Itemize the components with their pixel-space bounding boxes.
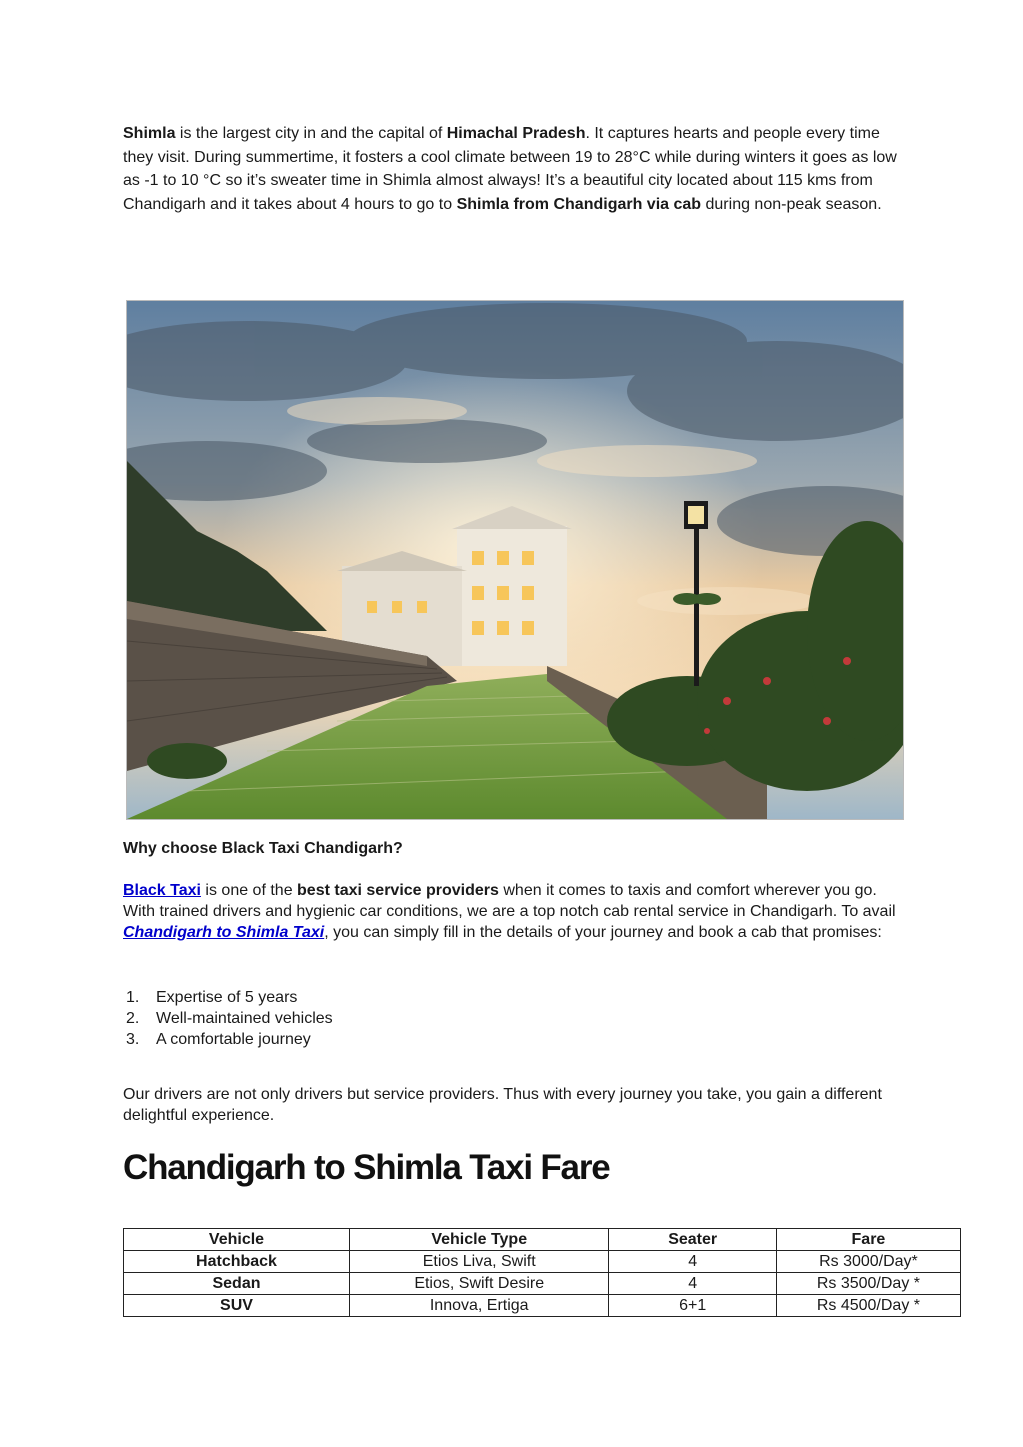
intro-text-1: is the largest city in and the capital of [175, 125, 447, 142]
best-provider-bold: best taxi service providers [297, 882, 499, 899]
intro-paragraph [123, 122, 903, 216]
list-number: 2. [126, 1010, 140, 1027]
landscape-illustration [127, 301, 903, 819]
list-number: 3. [126, 1031, 140, 1048]
table-cell: Innova, Ertiga [349, 1295, 608, 1317]
shimla-cab-bold: Shimla from Chandigarh via cab [456, 195, 702, 213]
table-cell: Rs 4500/Day * [776, 1295, 960, 1317]
table-row [124, 1251, 961, 1273]
why-heading: Why choose Black Taxi Chandigarh? [123, 840, 403, 857]
column-header: Seater [609, 1229, 776, 1251]
column-header: Vehicle Type [349, 1229, 608, 1251]
table-row [124, 1273, 961, 1295]
list-text: Expertise of 5 years [156, 989, 298, 1006]
list-number: 1. [126, 989, 140, 1006]
shimla-bold: Shimla [123, 125, 176, 142]
column-header: Vehicle [124, 1229, 350, 1251]
table-cell: Rs 3000/Day* [776, 1251, 960, 1273]
table-header-row [124, 1229, 961, 1251]
closing-paragraph: Our drivers are not only drivers but service providers. Thus with every journey you take, you gain a different delightful experience. [123, 1086, 882, 1124]
table-cell: 6+1 [609, 1295, 776, 1317]
intro-text-3: during non-peak season. [701, 195, 882, 213]
list-item [123, 987, 333, 1008]
why-paragraph [123, 880, 913, 943]
chandigarh-shimla-taxi-link[interactable]: Chandigarh to Shimla Taxi [123, 924, 325, 941]
table-row [124, 1295, 961, 1317]
list-item [123, 1008, 333, 1029]
table-cell: Etios, Swift Desire [349, 1273, 608, 1295]
table-cell: Sedan [124, 1273, 350, 1295]
himachal-bold: Himachal Pradesh [446, 125, 586, 142]
table-cell: Hatchback [124, 1251, 350, 1273]
why-text-3: , you can simply fill in the details of your journey and book a cab that promises: [324, 924, 882, 941]
table-cell: 4 [609, 1273, 776, 1295]
fare-table [123, 1228, 961, 1317]
list-text: A comfortable journey [156, 1031, 311, 1048]
table-cell: 4 [609, 1251, 776, 1273]
table-cell: SUV [124, 1295, 350, 1317]
black-taxi-link[interactable]: Black Taxi [123, 882, 201, 899]
benefits-list [123, 987, 333, 1050]
list-item [123, 1029, 333, 1050]
list-text: Well-maintained vehicles [156, 1010, 333, 1027]
table-cell: Etios Liva, Swift [349, 1251, 608, 1273]
shimla-hotel-photo [126, 300, 904, 820]
table-cell: Rs 3500/Day * [776, 1273, 960, 1295]
intro-text-2: . It captures hearts and people every time they visit. During summertime, it fosters a cool climate between 19 to 28°C while during winters it goes as low as -1 to 10 °C so it’s sweater time in Shimla almost always! It’s a beautiful city located about 115 kms from Chandigarh and it takes about 4 hours to go to [123, 125, 897, 213]
why-text-1: is one of the [200, 882, 298, 899]
why-text-2: when it comes to taxis and comfort wherever you go. With trained drivers and hygienic car conditions, we are a top notch cab rental service in Chandigarh. To avail [123, 882, 896, 920]
column-header: Fare [776, 1229, 960, 1251]
fare-heading: Chandigarh to Shimla Taxi Fare [123, 1148, 610, 1187]
